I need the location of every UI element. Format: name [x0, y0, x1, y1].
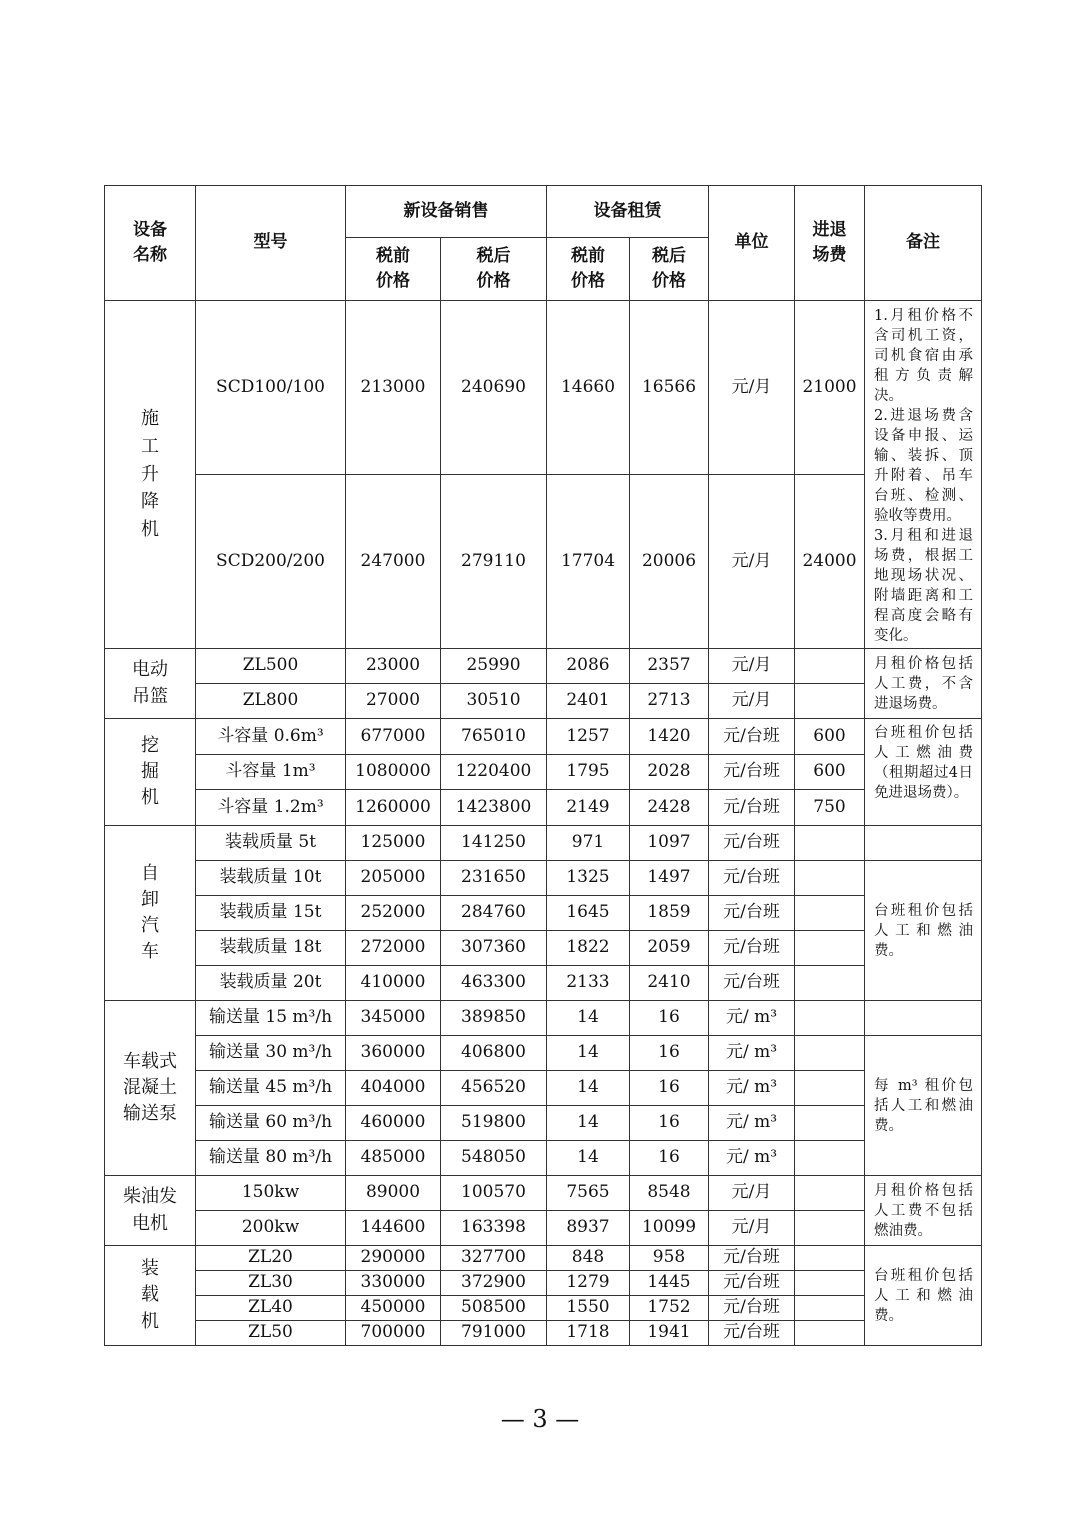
sale-post-cell: 372900: [441, 1271, 547, 1296]
rent-post-cell: 2357: [630, 649, 709, 684]
rent-post-cell: 16566: [630, 301, 709, 475]
model-cell: ZL40: [196, 1296, 346, 1321]
category-cell: 柴油发 电机: [105, 1176, 196, 1246]
sale-pre-cell: 27000: [346, 684, 441, 719]
rent-pre-cell: 14: [547, 1001, 630, 1036]
rent-post-cell: 16: [630, 1036, 709, 1071]
sale-pre-cell: 360000: [346, 1036, 441, 1071]
sale-post-cell: 279110: [441, 475, 547, 649]
model-cell: 斗容量 1.2m³: [196, 790, 346, 826]
model-cell: ZL30: [196, 1271, 346, 1296]
model-cell: 装载质量 5t: [196, 826, 346, 861]
sale-pre-cell: 23000: [346, 649, 441, 684]
unit-cell: 元/ m³: [709, 1001, 795, 1036]
model-cell: 200kw: [196, 1211, 346, 1246]
rent-post-cell: 2059: [630, 931, 709, 966]
table-row: [105, 1001, 982, 1036]
rent-pre-cell: 971: [547, 826, 630, 861]
table-row: [105, 1271, 982, 1296]
sale-post-cell: 284760: [441, 896, 547, 931]
sale-post-cell: 307360: [441, 931, 547, 966]
model-cell: 输送量 60 m³/h: [196, 1106, 346, 1141]
sale-pre-cell: 272000: [346, 931, 441, 966]
equipment-price-table: [104, 185, 982, 1346]
sale-pre-cell: 404000: [346, 1071, 441, 1106]
sale-post-cell: 519800: [441, 1106, 547, 1141]
unit-cell: 元/台班: [709, 719, 795, 755]
table-row: [105, 475, 982, 649]
fee-cell: 600: [795, 754, 865, 790]
rent-pre-cell: 1279: [547, 1271, 630, 1296]
category-cell: 装 载 机: [105, 1246, 196, 1346]
header-equipment-name: 设备 名称: [105, 186, 196, 301]
fee-cell: [795, 1271, 865, 1296]
table-row: [105, 790, 982, 826]
model-cell: ZL20: [196, 1246, 346, 1271]
rent-pre-cell: 1325: [547, 861, 630, 896]
header-rent-post-tax: 税后 价格: [630, 238, 709, 301]
sale-pre-cell: 247000: [346, 475, 441, 649]
fee-cell: 600: [795, 719, 865, 755]
rent-pre-cell: 2149: [547, 790, 630, 826]
rent-pre-cell: 14: [547, 1071, 630, 1106]
rent-pre-cell: 14: [547, 1106, 630, 1141]
remark-cell: [865, 719, 982, 826]
rent-post-cell: 16: [630, 1071, 709, 1106]
rent-post-cell: 2028: [630, 754, 709, 790]
model-cell: ZL800: [196, 684, 346, 719]
table-row: [105, 684, 982, 719]
model-cell: 输送量 15 m³/h: [196, 1001, 346, 1036]
fee-cell: [795, 1001, 865, 1036]
rent-post-cell: 2713: [630, 684, 709, 719]
page-number: — 3 —: [500, 1405, 580, 1433]
sale-pre-cell: 1260000: [346, 790, 441, 826]
fee-cell: [795, 1296, 865, 1321]
sale-post-cell: 406800: [441, 1036, 547, 1071]
unit-cell: 元/月: [709, 684, 795, 719]
model-cell: 斗容量 1m³: [196, 754, 346, 790]
unit-cell: 元/台班: [709, 896, 795, 931]
unit-cell: 元/台班: [709, 790, 795, 826]
header-model: 型号: [196, 186, 346, 301]
fee-cell: [795, 861, 865, 896]
remark-cell: 月租价格包括人工费，不含进退场费。: [865, 649, 982, 719]
rent-pre-cell: 1822: [547, 931, 630, 966]
remark-empty-cell: [865, 1001, 982, 1036]
category-cell: 电动 吊篮: [105, 649, 196, 719]
rent-pre-cell: 848: [547, 1246, 630, 1271]
sale-pre-cell: 1080000: [346, 754, 441, 790]
fee-cell: [795, 1036, 865, 1071]
fee-cell: [795, 1106, 865, 1141]
rent-pre-cell: 7565: [547, 1176, 630, 1211]
fee-cell: [795, 1071, 865, 1106]
unit-cell: 元/台班: [709, 931, 795, 966]
rent-post-cell: 16: [630, 1001, 709, 1036]
fee-cell: [795, 896, 865, 931]
table-row: [105, 1211, 982, 1246]
rent-pre-cell: 14: [547, 1036, 630, 1071]
rent-post-cell: 8548: [630, 1176, 709, 1211]
unit-cell: 元/台班: [709, 1246, 795, 1271]
unit-cell: 元/月: [709, 475, 795, 649]
rent-post-cell: 1941: [630, 1321, 709, 1346]
sale-post-cell: 30510: [441, 684, 547, 719]
fee-cell: 24000: [795, 475, 865, 649]
unit-cell: 元/ m³: [709, 1036, 795, 1071]
table-row: [105, 1141, 982, 1176]
sale-post-cell: 456520: [441, 1071, 547, 1106]
header-new-sale: 新设备销售: [346, 186, 547, 238]
table-row: [105, 861, 982, 896]
rent-post-cell: 16: [630, 1106, 709, 1141]
rent-pre-cell: 1795: [547, 754, 630, 790]
unit-cell: 元/台班: [709, 966, 795, 1001]
sale-pre-cell: 252000: [346, 896, 441, 931]
model-cell: SCD100/100: [196, 301, 346, 475]
unit-cell: 元/月: [709, 1176, 795, 1211]
rent-post-cell: 1497: [630, 861, 709, 896]
table-row: [105, 931, 982, 966]
rent-post-cell: 10099: [630, 1211, 709, 1246]
unit-cell: 元/台班: [709, 1296, 795, 1321]
unit-cell: 元/台班: [709, 861, 795, 896]
table-row: [105, 1246, 982, 1271]
rent-pre-cell: 14660: [547, 301, 630, 475]
table-row: [105, 896, 982, 931]
sale-pre-cell: 460000: [346, 1106, 441, 1141]
model-cell: SCD200/200: [196, 475, 346, 649]
sale-post-cell: 240690: [441, 301, 547, 475]
rent-pre-cell: 1645: [547, 896, 630, 931]
fee-cell: [795, 1176, 865, 1211]
model-cell: 装载质量 15t: [196, 896, 346, 931]
fee-cell: [795, 931, 865, 966]
sale-post-cell: 463300: [441, 966, 547, 1001]
unit-cell: 元/月: [709, 301, 795, 475]
sale-pre-cell: 677000: [346, 719, 441, 755]
sale-post-cell: 100570: [441, 1176, 547, 1211]
sale-pre-cell: 290000: [346, 1246, 441, 1271]
fee-cell: [795, 649, 865, 684]
rent-pre-cell: 1718: [547, 1321, 630, 1346]
model-cell: 装载质量 10t: [196, 861, 346, 896]
rent-post-cell: 16: [630, 1141, 709, 1176]
sale-post-cell: 327700: [441, 1246, 547, 1271]
sale-post-cell: 508500: [441, 1296, 547, 1321]
sale-post-cell: 163398: [441, 1211, 547, 1246]
fee-cell: 750: [795, 790, 865, 826]
model-cell: ZL50: [196, 1321, 346, 1346]
sale-pre-cell: 89000: [346, 1176, 441, 1211]
rent-post-cell: 1445: [630, 1271, 709, 1296]
unit-cell: 元/台班: [709, 1271, 795, 1296]
fee-cell: [795, 1246, 865, 1271]
fee-cell: [795, 826, 865, 861]
remark-cell: 台班租价包括人工和燃油费。: [865, 861, 982, 1001]
table-row: [105, 1176, 982, 1211]
rent-pre-cell: 2401: [547, 684, 630, 719]
table-row: [105, 966, 982, 1001]
model-cell: 斗容量 0.6m³: [196, 719, 346, 755]
rent-pre-cell: 1257: [547, 719, 630, 755]
rent-post-cell: 1097: [630, 826, 709, 861]
sale-post-cell: 231650: [441, 861, 547, 896]
sale-pre-cell: 330000: [346, 1271, 441, 1296]
remark-text: 台班租价包括人工燃油费（租期超过4日免进退场费）。: [874, 725, 973, 801]
remark-cell: 每 m³ 租价包括人工和燃油费。: [865, 1036, 982, 1176]
unit-cell: 元/台班: [709, 1321, 795, 1346]
sale-post-cell: 791000: [441, 1321, 547, 1346]
sale-post-cell: 389850: [441, 1001, 547, 1036]
model-cell: 150kw: [196, 1176, 346, 1211]
category-cell: 车载式 混凝土 输送泵: [105, 1001, 196, 1176]
unit-cell: 元/月: [709, 1211, 795, 1246]
remark-cell: 1.月租价格不含司机工资，司机食宿由承租方负责解决。 2.进退场费含设备申报、运输、装拆、顶升附着、吊车台班、检测、验收等费用。 3.月租和进退场费，根据工地现场状况、附墙距离和工程高度会略有变化。: [865, 301, 982, 649]
model-cell: 装载质量 18t: [196, 931, 346, 966]
remark-cell: 月租价格包括人工费不包括燃油费。: [865, 1176, 982, 1246]
sale-post-cell: 548050: [441, 1141, 547, 1176]
table-row: [105, 1296, 982, 1321]
remark-empty-cell: [865, 826, 982, 861]
unit-cell: 元/台班: [709, 754, 795, 790]
category-cell: 挖 掘 机: [105, 719, 196, 826]
sale-post-cell: 141250: [441, 826, 547, 861]
header-unit: 单位: [709, 186, 795, 301]
table-row: [105, 1106, 982, 1141]
model-cell: 输送量 45 m³/h: [196, 1071, 346, 1106]
rent-post-cell: 1859: [630, 896, 709, 931]
rent-pre-cell: 2086: [547, 649, 630, 684]
unit-cell: 元/ m³: [709, 1141, 795, 1176]
category-cell: 施 工 升 降 机: [105, 301, 196, 649]
sale-post-cell: 25990: [441, 649, 547, 684]
sale-pre-cell: 345000: [346, 1001, 441, 1036]
table-row: [105, 649, 982, 684]
fee-cell: [795, 1141, 865, 1176]
remark-cell: 台班租价包括人工和燃油费。: [865, 1246, 982, 1346]
fee-cell: [795, 1321, 865, 1346]
fee-cell: [795, 966, 865, 1001]
header-rent-pre-tax: 税前 价格: [547, 238, 630, 301]
table-row: [105, 301, 982, 475]
table-row: [105, 1321, 982, 1346]
fee-cell: [795, 1211, 865, 1246]
category-cell: 自 卸 汽 车: [105, 826, 196, 1001]
sale-post-cell: 1220400: [441, 754, 547, 790]
header-entry-exit-fee: 进退 场费: [795, 186, 865, 301]
fee-cell: [795, 684, 865, 719]
rent-post-cell: 2410: [630, 966, 709, 1001]
unit-cell: 元/月: [709, 649, 795, 684]
sale-pre-cell: 125000: [346, 826, 441, 861]
rent-pre-cell: 2133: [547, 966, 630, 1001]
header-sale-pre-tax: 税前 价格: [346, 238, 441, 301]
sale-post-cell: 1423800: [441, 790, 547, 826]
sale-pre-cell: 450000: [346, 1296, 441, 1321]
sale-pre-cell: 144600: [346, 1211, 441, 1246]
model-cell: ZL500: [196, 649, 346, 684]
rent-pre-cell: 8937: [547, 1211, 630, 1246]
rent-post-cell: 958: [630, 1246, 709, 1271]
model-cell: 输送量 80 m³/h: [196, 1141, 346, 1176]
header-remark: 备注: [865, 186, 982, 301]
table-row: [105, 754, 982, 790]
model-cell: 装载质量 20t: [196, 966, 346, 1001]
unit-cell: 元/ m³: [709, 1106, 795, 1141]
table-row: [105, 719, 982, 755]
rent-pre-cell: 17704: [547, 475, 630, 649]
sale-pre-cell: 205000: [346, 861, 441, 896]
model-cell: 输送量 30 m³/h: [196, 1036, 346, 1071]
table-row: [105, 1036, 982, 1071]
rent-post-cell: 1752: [630, 1296, 709, 1321]
sale-pre-cell: 410000: [346, 966, 441, 1001]
fee-cell: 21000: [795, 301, 865, 475]
unit-cell: 元/台班: [709, 826, 795, 861]
unit-cell: 元/ m³: [709, 1071, 795, 1106]
table-row: [105, 1071, 982, 1106]
table-row: [105, 826, 982, 861]
header-rental: 设备租赁: [547, 186, 709, 238]
sale-pre-cell: 213000: [346, 301, 441, 475]
rent-pre-cell: 1550: [547, 1296, 630, 1321]
sale-pre-cell: 700000: [346, 1321, 441, 1346]
rent-post-cell: 2428: [630, 790, 709, 826]
sale-pre-cell: 485000: [346, 1141, 441, 1176]
rent-post-cell: 20006: [630, 475, 709, 649]
header-sale-post-tax: 税后 价格: [441, 238, 547, 301]
rent-pre-cell: 14: [547, 1141, 630, 1176]
sale-post-cell: 765010: [441, 719, 547, 755]
rent-post-cell: 1420: [630, 719, 709, 755]
